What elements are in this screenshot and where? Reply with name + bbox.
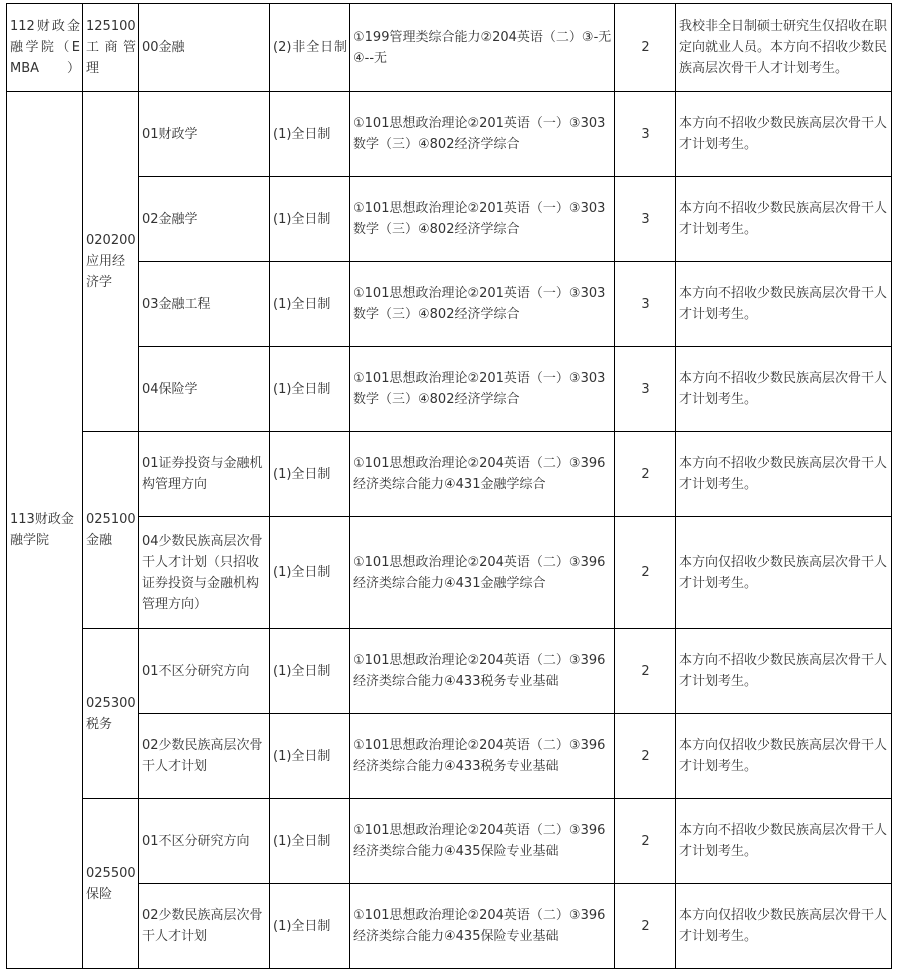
study-mode-cell: (1)全日制 [270, 884, 350, 969]
exam-subjects-cell: ①101思想政治理论②204英语（二）③396经济类综合能力④431金融学综合 [350, 517, 615, 629]
enrollment-count-cell: 2 [615, 4, 676, 92]
direction-cell: 04少数民族高层次骨干人才计划（只招收证券投资与金融机构管理方向） [139, 517, 270, 629]
table-row [7, 4, 892, 92]
direction-cell: 00金融 [139, 4, 270, 92]
study-mode-cell: (1)全日制 [270, 177, 350, 262]
study-mode-cell: (1)全日制 [270, 92, 350, 177]
exam-subjects-cell: ①101思想政治理论②204英语（二）③396经济类综合能力④435保险专业基础 [350, 884, 615, 969]
table-row [7, 347, 892, 432]
direction-cell: 01不区分研究方向 [139, 629, 270, 714]
enrollment-count-cell: 3 [615, 262, 676, 347]
enrollment-count-cell: 2 [615, 884, 676, 969]
table-row [7, 262, 892, 347]
table-row [7, 92, 892, 177]
exam-subjects-cell: ①101思想政治理论②204英语（二）③396经济类综合能力④435保险专业基础 [350, 799, 615, 884]
study-mode-cell: (1)全日制 [270, 432, 350, 517]
direction-cell: 02少数民族高层次骨干人才计划 [139, 714, 270, 799]
note-cell: 我校非全日制硕士研究生仅招收在职定向就业人员。本方向不招收少数民族高层次骨干人才计划考生。 [676, 4, 892, 92]
enrollment-count-cell: 3 [615, 177, 676, 262]
exam-subjects-cell: ①101思想政治理论②204英语（二）③396经济类综合能力④433税务专业基础 [350, 629, 615, 714]
exam-subjects-cell: ①101思想政治理论②204英语（二）③396经济类综合能力④433税务专业基础 [350, 714, 615, 799]
major-cell: 025300税务 [83, 629, 139, 799]
exam-subjects-cell: ①101思想政治理论②204英语（二）③396经济类综合能力④431金融学综合 [350, 432, 615, 517]
major-cell: 020200应用经济学 [83, 92, 139, 432]
exam-subjects-cell: ①101思想政治理论②201英语（一）③303数学（三）④802经济学综合 [350, 92, 615, 177]
study-mode-cell: (1)全日制 [270, 629, 350, 714]
study-mode-cell: (1)全日制 [270, 517, 350, 629]
table-row [7, 432, 892, 517]
major-cell: 125100工商管理 [83, 4, 139, 92]
exam-subjects-cell: ①101思想政治理论②201英语（一）③303数学（三）④802经济学综合 [350, 177, 615, 262]
table-row [7, 884, 892, 969]
table-row [7, 629, 892, 714]
study-mode-cell: (2)非全日制 [270, 4, 350, 92]
exam-subjects-cell: ①199管理类综合能力②204英语（二）③-无④--无 [350, 4, 615, 92]
note-cell: 本方向不招收少数民族高层次骨干人才计划考生。 [676, 177, 892, 262]
note-cell: 本方向仅招收少数民族高层次骨干人才计划考生。 [676, 517, 892, 629]
note-cell: 本方向不招收少数民族高层次骨干人才计划考生。 [676, 347, 892, 432]
direction-cell: 01不区分研究方向 [139, 799, 270, 884]
major-cell: 025100金融 [83, 432, 139, 629]
table-row [7, 714, 892, 799]
study-mode-cell: (1)全日制 [270, 714, 350, 799]
admissions-table [6, 3, 892, 969]
table-row [7, 177, 892, 262]
enrollment-count-cell: 3 [615, 347, 676, 432]
enrollment-count-cell: 3 [615, 92, 676, 177]
direction-cell: 02少数民族高层次骨干人才计划 [139, 884, 270, 969]
table-row [7, 799, 892, 884]
exam-subjects-cell: ①101思想政治理论②201英语（一）③303数学（三）④802经济学综合 [350, 347, 615, 432]
enrollment-count-cell: 2 [615, 799, 676, 884]
college-cell: 113财政金融学院 [7, 92, 83, 969]
study-mode-cell: (1)全日制 [270, 262, 350, 347]
note-cell: 本方向不招收少数民族高层次骨干人才计划考生。 [676, 262, 892, 347]
enrollment-count-cell: 2 [615, 517, 676, 629]
enrollment-count-cell: 2 [615, 714, 676, 799]
exam-subjects-cell: ①101思想政治理论②201英语（一）③303数学（三）④802经济学综合 [350, 262, 615, 347]
study-mode-cell: (1)全日制 [270, 347, 350, 432]
note-cell: 本方向仅招收少数民族高层次骨干人才计划考生。 [676, 714, 892, 799]
enrollment-count-cell: 2 [615, 629, 676, 714]
direction-cell: 01证券投资与金融机构管理方向 [139, 432, 270, 517]
note-cell: 本方向不招收少数民族高层次骨干人才计划考生。 [676, 799, 892, 884]
direction-cell: 03金融工程 [139, 262, 270, 347]
college-cell: 112财政金融学院（EMBA） [7, 4, 83, 92]
note-cell: 本方向不招收少数民族高层次骨干人才计划考生。 [676, 432, 892, 517]
note-cell: 本方向仅招收少数民族高层次骨干人才计划考生。 [676, 884, 892, 969]
note-cell: 本方向不招收少数民族高层次骨干人才计划考生。 [676, 629, 892, 714]
table-row [7, 517, 892, 629]
major-cell: 025500保险 [83, 799, 139, 969]
direction-cell: 01财政学 [139, 92, 270, 177]
direction-cell: 02金融学 [139, 177, 270, 262]
study-mode-cell: (1)全日制 [270, 799, 350, 884]
direction-cell: 04保险学 [139, 347, 270, 432]
note-cell: 本方向不招收少数民族高层次骨干人才计划考生。 [676, 92, 892, 177]
enrollment-count-cell: 2 [615, 432, 676, 517]
